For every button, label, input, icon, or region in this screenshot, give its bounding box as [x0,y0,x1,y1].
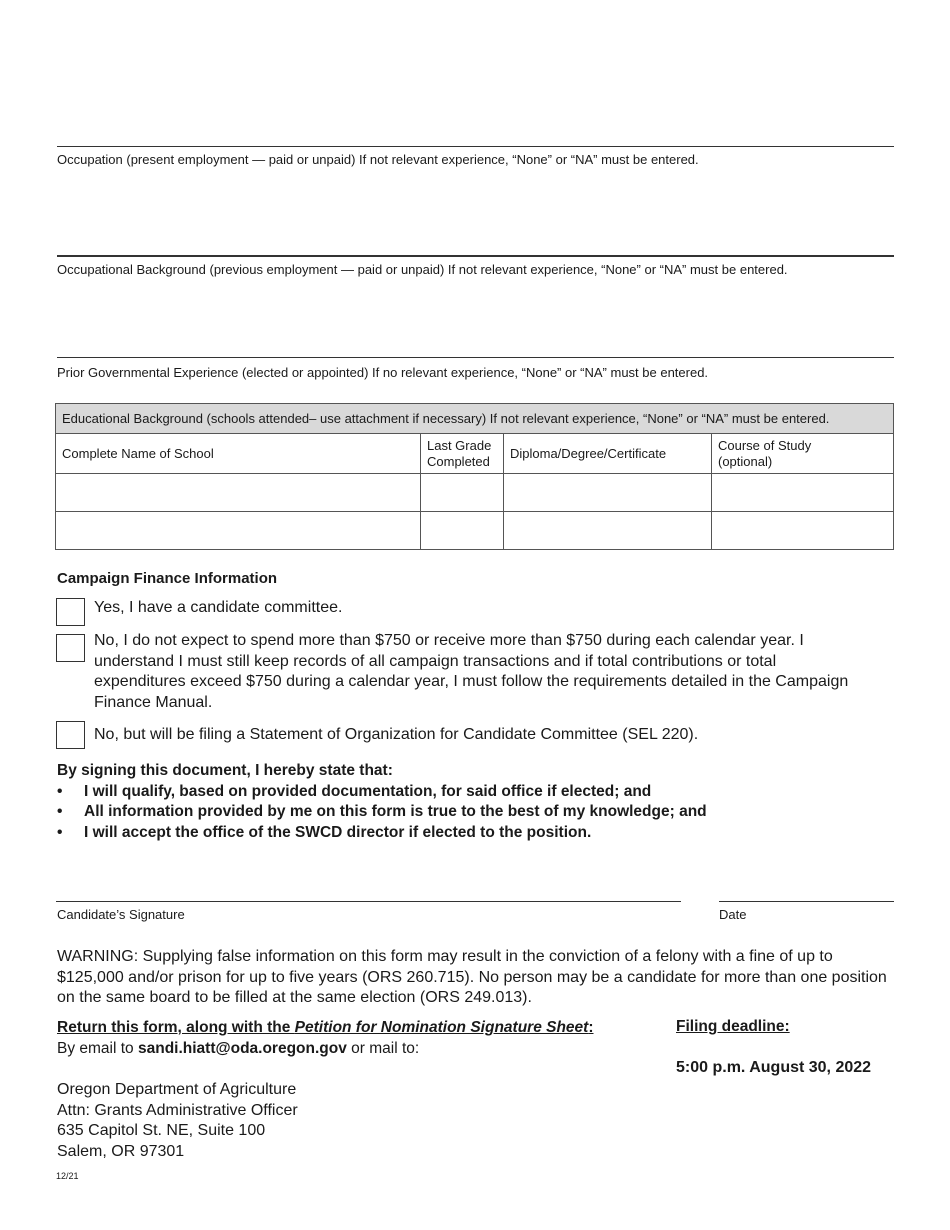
email-suffix: or mail to: [346,1039,420,1057]
last-grade-cell[interactable] [421,474,504,512]
occupation-label: Occupation (present employment — paid or unpaid) If not relevant experience, “None” or “NA” must be entered. [57,152,699,167]
last-grade-line2: Completed [427,453,490,469]
address-line: Salem, OR 97301 [57,1142,185,1160]
statement-of-organization-checkbox[interactable] [56,721,85,749]
return-heading-suffix: : [588,1019,594,1036]
list-item: • I will qualify, based on provided documentation, for said office if elected; and [57,782,707,803]
signing-statement-list [57,782,707,844]
diploma-cell[interactable] [504,474,712,512]
prior-government-label: Prior Governmental Experience (elected or appointed) If no relevant experience, “None” or “NA” must be entered. [57,365,709,380]
diploma-cell[interactable] [504,512,712,550]
course-line1: Course of Study [718,437,812,453]
table-row [56,512,894,550]
date-line[interactable] [719,901,894,902]
no-spend-checkbox[interactable] [56,634,85,662]
return-heading [57,1018,594,1039]
last-grade-line1: Last Grade [427,437,492,453]
candidate-signature-line[interactable] [56,901,681,902]
email-prefix: By email to [57,1039,138,1057]
list-item: • All information provided by me on this form is true to the best of my knowledge; and [57,802,707,823]
course-column-header [712,434,894,474]
return-instructions [57,1018,594,1059]
school-name-cell[interactable] [56,512,421,550]
diploma-column-header: Diploma/Degree/Certificate [504,434,712,474]
email-line [57,1039,594,1060]
course-cell[interactable] [712,512,894,550]
address-line: Oregon Department of Agriculture [57,1081,297,1098]
signing-statement [57,761,707,843]
return-heading-prefix: Return this form, along with the [57,1019,295,1036]
occupation-line[interactable] [57,146,894,147]
candidate-committee-label: Yes, I have a candidate committee. [94,599,343,616]
mailing-address [57,1080,298,1162]
table-row [56,474,894,512]
filing-deadline-value: 5:00 p.m. August 30, 2022 [676,1059,872,1076]
course-line2: (optional) [718,453,773,469]
occupational-background-line[interactable] [57,255,894,257]
candidate-committee-checkbox[interactable] [56,598,85,626]
school-name-cell[interactable] [56,474,421,512]
list-item: • I will accept the office of the SWCD director if elected to the position. [57,823,707,844]
address-line: 635 Capitol St. NE, Suite 100 [57,1122,266,1139]
petition-document-name: Petition for Nomination Signature Sheet [294,1019,589,1036]
email-address[interactable]: sandi.hiatt@oda.oregon.gov [137,1039,347,1057]
occupational-background-label: Occupational Background (previous employment — paid or unpaid) If not relevant experience, “None” or “NA” must be entered. [57,262,788,277]
statement-of-organization-label: No, but will be filing a Statement of Organization for Candidate Committee (SEL 220). [94,726,699,743]
no-spend-label: No, I do not expect to spend more than $750 or receive more than $750 during each calendar year. I understand I must still keep records of all campaign transactions and if total contributions or total expenditures exceed $750 during a calendar year, I must follow the requirements detailed in the Campaign Finance Manual. [94,632,849,711]
campaign-finance-title: Campaign Finance Information [57,570,278,587]
school-name-column-header: Complete Name of School [56,434,421,474]
warning-text: WARNING: Supplying false information on this form may result in the conviction of a felony with a fine of up to $125,000 and/or prison for up to five years (ORS 260.715). No person may be a candidate for more than one position on the same board to be filled at the same election (ORS 249.013). [57,948,887,1006]
date-label: Date [719,907,747,922]
filing-deadline-label: Filing deadline: [676,1018,790,1035]
revision-date: 12/21 [56,1171,79,1181]
last-grade-column-header [421,434,504,474]
education-header: Educational Background (schools attended– use attachment if necessary) If not relevant experience, “None” or “NA” must be entered. [56,404,894,434]
candidate-signature-label: Candidate’s Signature [57,907,185,922]
course-cell[interactable] [712,474,894,512]
prior-government-line[interactable] [57,357,894,358]
education-table [55,403,894,550]
signing-statement-intro: By signing this document, I hereby state that: [57,762,393,779]
address-line: Attn: Grants Administrative Officer [57,1101,298,1119]
last-grade-cell[interactable] [421,512,504,550]
